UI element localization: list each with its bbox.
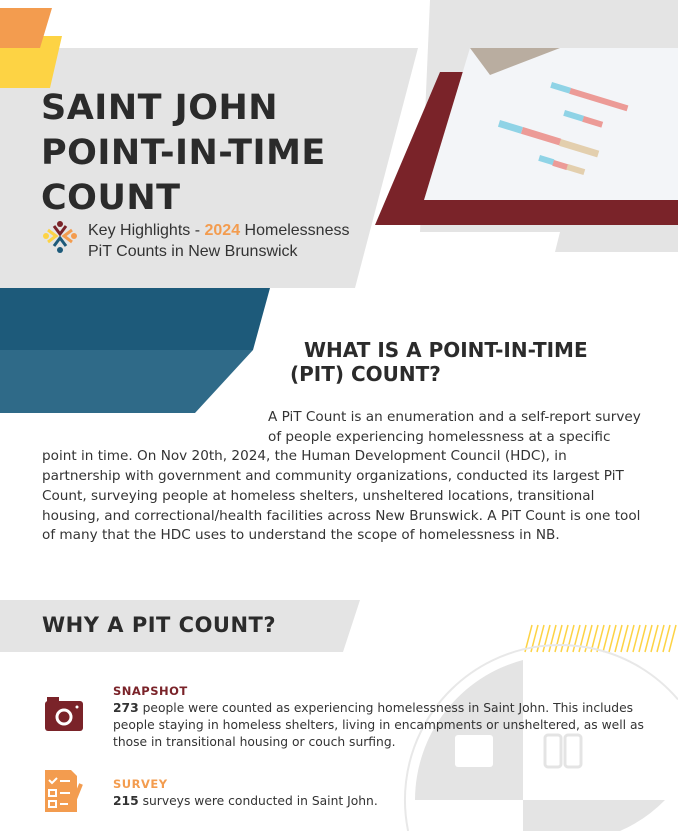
yellow-stripe (609, 625, 616, 652)
title-line: COUNT (41, 178, 181, 218)
body-text: A PiT Count is an enumeration and a self-report survey of people experiencing homelessness at a specific point in time. On Nov 20th, 2024, the Human Development Council (HDC), in partnership with government and community organizations, conducted its largest PiT Count, surveying people at homeless shelters, unsheltered locations, transitional housing, and correctional/health facilities across New Brunswick. A PiT Count is one tool of many that the HDC uses to understand the scope of homelessness in NB. (42, 409, 641, 544)
subtitle-text: Key Highlights - (88, 222, 205, 239)
yellow-stripe (573, 625, 580, 652)
yellow-stripe (543, 625, 550, 652)
yellow-stripe (615, 625, 622, 652)
item-text: people were counted as experiencing homelessness in Saint John. This includes people staying in homeless shelters, living in encampments or unsheltered, as well as those in transitional housing or couch surfing. (113, 701, 644, 749)
survey-clipboard-icon (45, 770, 83, 812)
yellow-stripe (639, 625, 646, 652)
yellow-stripe (621, 625, 628, 652)
hdc-logo-icon (42, 218, 78, 254)
yellow-stripe (537, 625, 544, 652)
page-title (41, 86, 326, 221)
subtitle-text: Homelessness (240, 222, 350, 239)
list-item-survey (113, 776, 653, 810)
subtitle-line2: PiT Counts in New Brunswick (88, 243, 298, 260)
section-body-what-is-pit (42, 408, 642, 546)
yellow-stripe (663, 625, 670, 652)
yellow-stripe (561, 625, 568, 652)
yellow-stripes (525, 625, 676, 652)
subtitle-year: 2024 (204, 222, 241, 239)
item-number: 215 (113, 794, 139, 808)
camera-icon (45, 697, 83, 731)
item-text: surveys were conducted in Saint John. (138, 794, 378, 808)
subtitle (88, 220, 349, 262)
yellow-stripe (603, 625, 610, 652)
yellow-stripe (669, 625, 676, 652)
title-line: POINT-IN-TIME (41, 133, 326, 173)
item-label: SNAPSHOT (113, 684, 188, 698)
item-number: 273 (113, 701, 139, 715)
yellow-stripe (555, 625, 562, 652)
yellow-stripe (549, 625, 556, 652)
yellow-stripe (597, 625, 604, 652)
section-heading-what-is-pit: WHAT IS A POINT-IN-TIME (PIT) COUNT? (290, 338, 588, 386)
yellow-stripe (567, 625, 574, 652)
yellow-stripe (657, 625, 664, 652)
section-heading-why-pit: WHY A PIT COUNT? (42, 613, 277, 637)
yellow-stripe (627, 625, 634, 652)
item-label: SURVEY (113, 777, 168, 791)
yellow-stripe (633, 625, 640, 652)
yellow-stripe (651, 625, 658, 652)
title-line: SAINT JOHN (41, 88, 279, 128)
list-item-snapshot (113, 683, 653, 751)
yellow-stripe (645, 625, 652, 652)
